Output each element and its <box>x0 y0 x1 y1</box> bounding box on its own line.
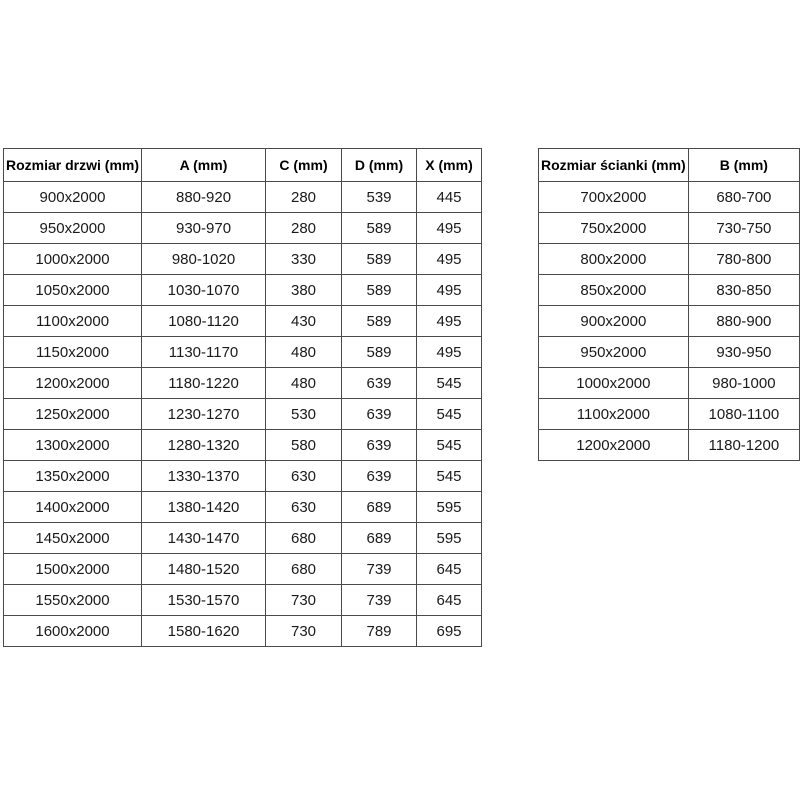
column-header: C (mm) <box>266 149 342 182</box>
table-cell: 1330-1370 <box>142 461 266 492</box>
table-row <box>4 554 482 585</box>
table-cell: 380 <box>266 275 342 306</box>
table-cell: 1250x2000 <box>4 399 142 430</box>
table-cell: 495 <box>417 275 482 306</box>
table-row <box>4 461 482 492</box>
table-cell: 1230-1270 <box>142 399 266 430</box>
table-cell: 1200x2000 <box>4 368 142 399</box>
table-cell: 630 <box>266 461 342 492</box>
table-cell: 1580-1620 <box>142 616 266 647</box>
table-cell: 495 <box>417 337 482 368</box>
table-cell: 739 <box>342 554 417 585</box>
table-cell: 800x2000 <box>539 244 689 275</box>
table-cell: 850x2000 <box>539 275 689 306</box>
table-cell: 1200x2000 <box>539 430 689 461</box>
table-cell: 750x2000 <box>539 213 689 244</box>
table-row <box>4 244 482 275</box>
table-cell: 1530-1570 <box>142 585 266 616</box>
header-row <box>4 149 482 182</box>
table-row <box>4 275 482 306</box>
table-cell: 430 <box>266 306 342 337</box>
table-cell: 950x2000 <box>4 213 142 244</box>
table-cell: 630 <box>266 492 342 523</box>
table-row <box>4 399 482 430</box>
table-cell: 595 <box>417 492 482 523</box>
door-size-table <box>3 148 482 647</box>
table-cell: 639 <box>342 368 417 399</box>
column-header: X (mm) <box>417 149 482 182</box>
table-cell: 980-1000 <box>688 368 799 399</box>
table-cell: 900x2000 <box>4 182 142 213</box>
table-row <box>539 399 800 430</box>
wall-size-table <box>538 148 800 461</box>
table-row <box>4 585 482 616</box>
table-cell: 539 <box>342 182 417 213</box>
table-row <box>539 213 800 244</box>
wall-size-table-container <box>538 148 800 461</box>
table-cell: 739 <box>342 585 417 616</box>
table-cell: 595 <box>417 523 482 554</box>
table-cell: 1600x2000 <box>4 616 142 647</box>
table-cell: 280 <box>266 213 342 244</box>
column-header: B (mm) <box>688 149 799 182</box>
table-cell: 1430-1470 <box>142 523 266 554</box>
table-cell: 880-900 <box>688 306 799 337</box>
table-cell: 589 <box>342 213 417 244</box>
table-cell: 589 <box>342 244 417 275</box>
table-row <box>4 213 482 244</box>
table-cell: 1480-1520 <box>142 554 266 585</box>
table-cell: 680 <box>266 554 342 585</box>
table-cell: 545 <box>417 461 482 492</box>
table-cell: 639 <box>342 399 417 430</box>
table-cell: 645 <box>417 585 482 616</box>
table-cell: 1180-1200 <box>688 430 799 461</box>
table-cell: 639 <box>342 430 417 461</box>
table-cell: 480 <box>266 337 342 368</box>
table-cell: 930-950 <box>688 337 799 368</box>
table-cell: 645 <box>417 554 482 585</box>
table-cell: 880-920 <box>142 182 266 213</box>
table-cell: 695 <box>417 616 482 647</box>
table-cell: 1000x2000 <box>539 368 689 399</box>
table-cell: 1030-1070 <box>142 275 266 306</box>
table-cell: 680 <box>266 523 342 554</box>
column-header: D (mm) <box>342 149 417 182</box>
column-header: Rozmiar drzwi (mm) <box>4 149 142 182</box>
table-cell: 1150x2000 <box>4 337 142 368</box>
table-cell: 495 <box>417 306 482 337</box>
table-cell: 580 <box>266 430 342 461</box>
table-cell: 1180-1220 <box>142 368 266 399</box>
table-cell: 830-850 <box>688 275 799 306</box>
table-row <box>539 368 800 399</box>
table-row <box>4 306 482 337</box>
table-cell: 445 <box>417 182 482 213</box>
table-cell: 1100x2000 <box>4 306 142 337</box>
table-cell: 495 <box>417 244 482 275</box>
table-row <box>4 182 482 213</box>
table-row <box>4 523 482 554</box>
table-cell: 280 <box>266 182 342 213</box>
table-cell: 730-750 <box>688 213 799 244</box>
table-row <box>539 306 800 337</box>
table-cell: 589 <box>342 337 417 368</box>
table-cell: 789 <box>342 616 417 647</box>
table-cell: 545 <box>417 368 482 399</box>
table-cell: 1450x2000 <box>4 523 142 554</box>
table-cell: 900x2000 <box>539 306 689 337</box>
door-size-table-container <box>3 148 482 647</box>
table-cell: 589 <box>342 275 417 306</box>
table-row <box>4 368 482 399</box>
table-row <box>539 430 800 461</box>
table-cell: 950x2000 <box>539 337 689 368</box>
table-cell: 1080-1100 <box>688 399 799 430</box>
table-cell: 980-1020 <box>142 244 266 275</box>
table-cell: 1080-1120 <box>142 306 266 337</box>
table-cell: 1500x2000 <box>4 554 142 585</box>
table-cell: 1050x2000 <box>4 275 142 306</box>
table-cell: 1300x2000 <box>4 430 142 461</box>
column-header: Rozmiar ścianki (mm) <box>539 149 689 182</box>
table-cell: 1350x2000 <box>4 461 142 492</box>
table-cell: 589 <box>342 306 417 337</box>
table-cell: 1000x2000 <box>4 244 142 275</box>
table-cell: 1380-1420 <box>142 492 266 523</box>
table-cell: 930-970 <box>142 213 266 244</box>
table-cell: 495 <box>417 213 482 244</box>
table-cell: 330 <box>266 244 342 275</box>
column-header: A (mm) <box>142 149 266 182</box>
table-cell: 1400x2000 <box>4 492 142 523</box>
table-cell: 530 <box>266 399 342 430</box>
table-cell: 545 <box>417 430 482 461</box>
table-cell: 730 <box>266 585 342 616</box>
table-cell: 700x2000 <box>539 182 689 213</box>
table-cell: 689 <box>342 523 417 554</box>
table-row <box>539 275 800 306</box>
table-row <box>539 244 800 275</box>
table-cell: 1100x2000 <box>539 399 689 430</box>
table-row <box>4 430 482 461</box>
table-row <box>539 182 800 213</box>
table-cell: 730 <box>266 616 342 647</box>
table-cell: 689 <box>342 492 417 523</box>
table-cell: 639 <box>342 461 417 492</box>
table-cell: 680-700 <box>688 182 799 213</box>
table-cell: 1280-1320 <box>142 430 266 461</box>
table-row <box>4 616 482 647</box>
table-cell: 1550x2000 <box>4 585 142 616</box>
table-row <box>4 337 482 368</box>
table-cell: 780-800 <box>688 244 799 275</box>
table-cell: 545 <box>417 399 482 430</box>
table-cell: 480 <box>266 368 342 399</box>
header-row <box>539 149 800 182</box>
table-row <box>539 337 800 368</box>
table-row <box>4 492 482 523</box>
table-cell: 1130-1170 <box>142 337 266 368</box>
